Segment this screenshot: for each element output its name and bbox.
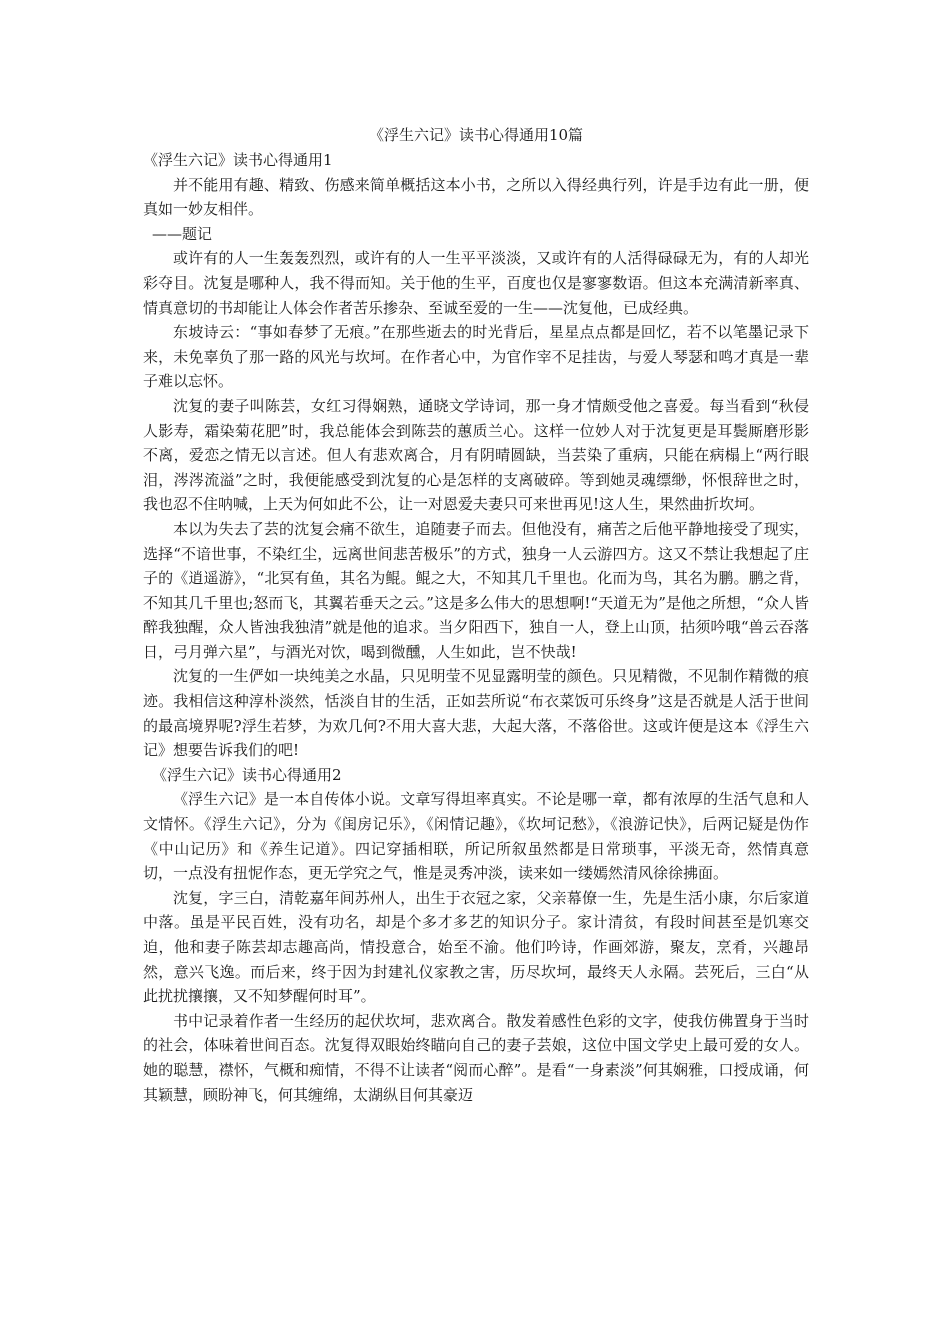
body-paragraph: 本以为失去了芸的沈复会痛不欲生，追随妻子而去。但他没有，痛苦之后他平静地接受了现实，选择“不谙世事，不染红尘，远离世间悲苦极乐”的方式，独身一人云游四方。这又不禁让我想起了庄子的《逍遥游》，“北冥有鱼，其名为鲲。鲲之大，不知其几千里也。化而为鸟，其名为鹏。鹏之背，不知其几千里也;怒而飞，其翼若垂天之云。”这是多么伟大的思想啊!“天道无为”是他之所想，“众人皆醉我独醒，众人皆浊我独清”就是他的追求。当夕阳西下，独自一人，登上山顶，拈须吟哦“兽云吞落日，弓月弹六星”，与酒光对饮，喝到微醺，人生如此，岂不快哉!: [143, 519, 809, 661]
body-paragraph: 并不能用有趣、精致、伤感来简单概括这本小书，之所以入得经典行列，许是手边有此一册，便真如一妙友相伴。: [143, 175, 809, 219]
body-paragraph: 沈复，字三白，清乾嘉年间苏州人，出生于衣冠之家，父亲幕僚一生，先是生活小康，尔后家道中落。虽是平民百姓，没有功名，却是个多才多艺的知识分子。家计清贫，有段时间甚至是饥寒交迫，他和妻子陈芸却志趣高尚，情投意合，始至不渝。他们吟诗，作画郊游，聚友，烹肴，兴趣昂然，意兴飞逸。而后来，终于因为封建礼仪家教之害，历尽坎坷，最终天人永隔。芸死后，三白“从此扰扰攘攘，又不知梦醒何时耳”。: [143, 888, 809, 1006]
section-heading: 《浮生六记》读书心得通用1: [143, 151, 333, 169]
document-title: 《浮生六记》读书心得通用10篇: [368, 126, 584, 144]
document-page: [143, 122, 809, 1107]
body-paragraph: 或许有的人一生轰轰烈烈，或许有的人一生平平淡淡，又或许有的人活得碌碌无为，有的人却光彩夺目。沈复是哪种人，我不得而知。关于他的生平，百度也仅是寥寥数语。但这本充满清新率真、情真意切的书却能让人体会作者苦乐掺杂、至诚至爱的一生——沈复他，已成经典。: [143, 249, 809, 317]
body-paragraph: 东坡诗云：“事如春梦了无痕。”在那些逝去的时光背后，星星点点都是回忆，若不以笔墨记录下来，未免辜负了那一路的风光与坎坷。在作者心中，为官作宰不足挂齿，与爱人琴瑟和鸣才真是一辈子难以忘怀。: [143, 323, 809, 391]
epigraph-attribution: ——题记: [152, 224, 213, 243]
section-heading: 《浮生六记》读书心得通用2: [152, 765, 342, 784]
body-paragraph: 沈复的一生俨如一块纯美之水晶，只见明莹不见显露明莹的颜色。只见精微，不见制作精微的痕迹。我相信这种淳朴淡然，恬淡自甘的生活，正如芸所说“布衣菜饭可乐终身”这是否就是人活于世间的最高境界呢?浮生若梦，为欢几何?不用大喜大悲，大起大落，不落俗世。这或许便是这本《浮生六记》想要告诉我们的吧!: [143, 667, 809, 760]
body-paragraph: 书中记录着作者一生经历的起伏坎坷，悲欢离合。散发着感性色彩的文字，使我仿佛置身于当时的社会，体味着世间百态。沈复得双眼始终瞄向自己的妻子芸娘，这位中国文学史上最可爱的女人。她的聪慧，襟怀，气概和痴情，不得不让读者“阅而心醉”。是看“一身素淡”何其娴雅，口授成诵，何其颖慧，顾盼神飞，何其缠绵，太湖纵目何其豪迈: [143, 1011, 809, 1104]
body-paragraph: 沈复的妻子叫陈芸，女红习得娴熟，通晓文学诗词，那一身才情颇受他之喜爱。每当看到“秋侵人影寿，霜染菊花肥”时，我总能体会到陈芸的蕙质兰心。这样一位妙人对于沈复更是耳鬓厮磨形影不离，爱恋之情无以言述。但人有悲欢离合，月有阴晴圆缺，当芸染了重病，只能在病榻上“两行眼泪，涔涔流溢”之时，我便能感受到沈复的心是怎样的支离破碎。等到她灵魂缥缈，怀恨辞世之时，我也忍不住呐喊，上天为何如此不公，让一对恩爱夫妻只可来世再见!这人生，果然曲折坎坷。: [143, 396, 809, 514]
document-body: [143, 148, 809, 1107]
body-paragraph: 《浮生六记》是一本自传体小说。文章写得坦率真实。不论是哪一章，都有浓厚的生活气息和人文情怀。《浮生六记》，分为《闺房记乐》，《闲情记趣》，《坎坷记愁》，《浪游记快》，后两记疑是伪作《中山记历》和《养生记道》。四记穿插相联，所记所叙虽然都是日常琐事，平淡无奇，然情真意切，一点没有扭怩作态，更无学究之气，惟是灵秀冲淡，读来如一缕嫣然清风徐徐拂面。: [143, 790, 809, 883]
